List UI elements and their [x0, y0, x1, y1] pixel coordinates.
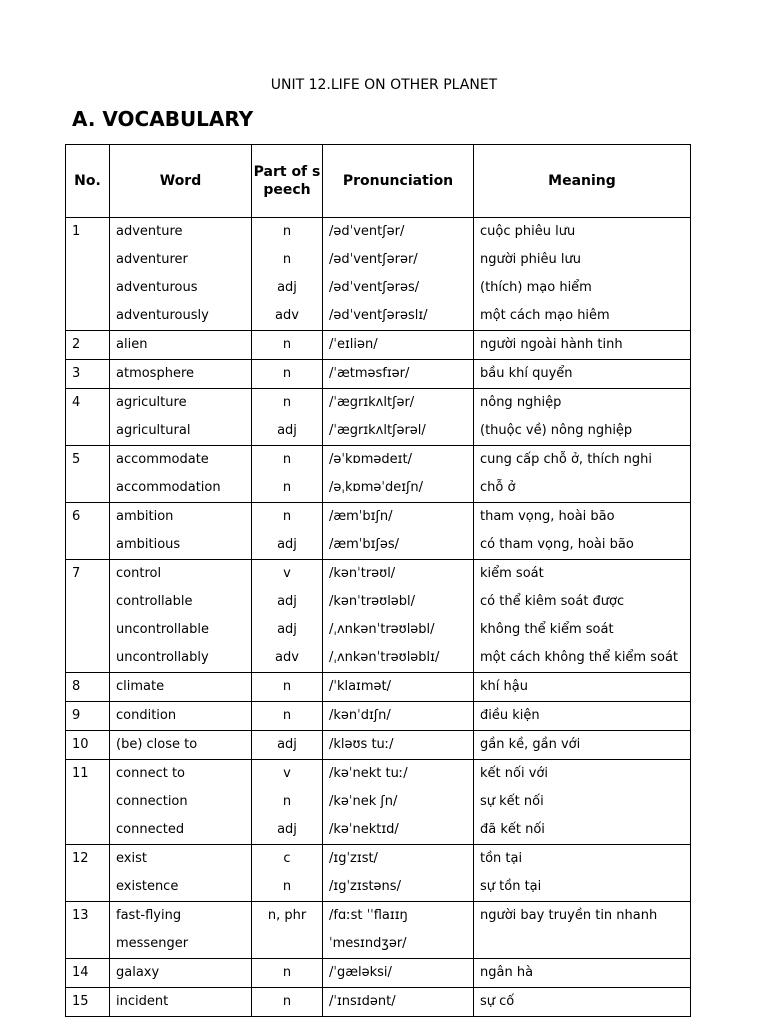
table-header-row: [66, 145, 691, 218]
header-pronunciation: Pronunciation: [323, 145, 474, 218]
cell-meaning: [474, 560, 691, 673]
pronunciation: /ˈklaɪmət/: [329, 679, 392, 694]
table-row: [66, 902, 691, 959]
vocab-word: condition: [116, 708, 177, 723]
pronunciation: /kəˈnektɪd/: [329, 822, 399, 837]
pronunciation: /kləʊs tuː/: [329, 737, 394, 752]
part-of-speech: adj: [277, 423, 297, 438]
meaning: tồn tại: [480, 851, 523, 866]
meaning: ngân hà: [480, 965, 534, 980]
cell-meaning: [474, 845, 691, 902]
cell-word: [110, 673, 252, 702]
cell-word: [110, 218, 252, 331]
entry-number: 13: [72, 908, 89, 923]
table-row: [66, 503, 691, 560]
meaning: khí hậu: [480, 679, 528, 694]
table-row: [66, 845, 691, 902]
cell-word: [110, 959, 252, 988]
cell-no: [66, 560, 110, 673]
vocab-word: accommodate: [116, 452, 209, 467]
pronunciation: /ˈeɪliən/: [329, 337, 378, 352]
cell-part-of-speech: [252, 560, 323, 673]
part-of-speech: n: [282, 252, 292, 267]
meaning: có tham vọng, hoài bão: [480, 537, 634, 552]
cell-no: [66, 702, 110, 731]
part-of-speech: n: [282, 224, 292, 239]
table-row: [66, 331, 691, 360]
meaning: chỗ ở: [480, 480, 516, 495]
cell-word: [110, 389, 252, 446]
cell-pronunciation: [323, 702, 474, 731]
vocab-word: climate: [116, 679, 165, 694]
cell-part-of-speech: [252, 360, 323, 389]
vocab-word: agriculture: [116, 395, 187, 410]
part-of-speech: n: [282, 395, 292, 410]
cell-meaning: [474, 331, 691, 360]
pronunciation: /ˌʌnkənˈtrəʊləbl/: [329, 622, 435, 637]
meaning: kết nối với: [480, 766, 548, 781]
pronunciation: /kəˈnek ʃn/: [329, 794, 398, 809]
meaning: sự cố: [480, 994, 515, 1009]
section-heading: A. VOCABULARY: [72, 107, 254, 131]
entry-number: 11: [72, 766, 89, 781]
entry-number: 7: [72, 566, 81, 581]
cell-pronunciation: [323, 731, 474, 760]
cell-word: [110, 446, 252, 503]
cell-no: [66, 503, 110, 560]
cell-part-of-speech: [252, 760, 323, 845]
part-of-speech: n: [282, 452, 292, 467]
cell-word: [110, 503, 252, 560]
vocab-word: ambitious: [116, 537, 181, 552]
part-of-speech: c: [283, 851, 291, 866]
cell-meaning: [474, 389, 691, 446]
cell-pronunciation: [323, 446, 474, 503]
cell-no: [66, 988, 110, 1017]
cell-pronunciation: [323, 988, 474, 1017]
part-of-speech: n: [282, 337, 292, 352]
cell-word: [110, 560, 252, 673]
vocab-word: ambition: [116, 509, 174, 524]
cell-no: [66, 673, 110, 702]
pronunciation: /ˈɪnsɪdənt/: [329, 994, 396, 1009]
table-row: [66, 959, 691, 988]
cell-part-of-speech: [252, 218, 323, 331]
vocab-word: agricultural: [116, 423, 191, 438]
cell-meaning: [474, 503, 691, 560]
part-of-speech: adj: [277, 822, 297, 837]
cell-no: [66, 389, 110, 446]
pronunciation: /ɪgˈzɪst/: [329, 851, 378, 866]
cell-word: [110, 331, 252, 360]
cell-no: [66, 360, 110, 389]
cell-part-of-speech: [252, 902, 323, 959]
table-row: [66, 218, 691, 331]
pronunciation: ˈmesɪndʒər/: [329, 936, 407, 951]
cell-word: [110, 988, 252, 1017]
cell-part-of-speech: [252, 503, 323, 560]
entry-number: 1: [72, 224, 81, 239]
pronunciation: /ˈægrɪkʌltʃərəl/: [329, 423, 426, 438]
table-row: [66, 389, 691, 446]
entry-number: 14: [72, 965, 89, 980]
part-of-speech: n: [282, 965, 292, 980]
cell-part-of-speech: [252, 331, 323, 360]
part-of-speech: n, phr: [267, 908, 307, 923]
cell-meaning: [474, 446, 691, 503]
cell-word: [110, 702, 252, 731]
part-of-speech: v: [283, 566, 291, 581]
cell-part-of-speech: [252, 389, 323, 446]
header-no: No.: [66, 145, 110, 218]
entry-number: 2: [72, 337, 81, 352]
vocab-word: exist: [116, 851, 147, 866]
cell-pronunciation: [323, 902, 474, 959]
vocab-word: fast-flying: [116, 908, 182, 923]
table-row: [66, 702, 691, 731]
cell-part-of-speech: [252, 988, 323, 1017]
cell-meaning: [474, 360, 691, 389]
cell-part-of-speech: [252, 702, 323, 731]
cell-word: [110, 760, 252, 845]
entry-number: 9: [72, 708, 81, 723]
cell-no: [66, 845, 110, 902]
part-of-speech: adj: [277, 594, 297, 609]
cell-no: [66, 760, 110, 845]
cell-pronunciation: [323, 331, 474, 360]
cell-no: [66, 446, 110, 503]
meaning: bầu khí quyển: [480, 366, 573, 381]
meaning: tham vọng, hoài bão: [480, 509, 615, 524]
meaning: người phiêu lưu: [480, 252, 581, 267]
pronunciation: /ədˈventʃər/: [329, 224, 405, 239]
table-row: [66, 673, 691, 702]
cell-part-of-speech: [252, 446, 323, 503]
meaning: điều kiện: [480, 708, 540, 723]
cell-pronunciation: [323, 389, 474, 446]
vocab-word: alien: [116, 337, 148, 352]
vocab-word: control: [116, 566, 162, 581]
cell-no: [66, 959, 110, 988]
part-of-speech: adj: [277, 537, 297, 552]
table-row: [66, 731, 691, 760]
cell-pronunciation: [323, 959, 474, 988]
pronunciation: /əˈkɒmədeɪt/: [329, 452, 412, 467]
cell-no: [66, 331, 110, 360]
entry-number: 6: [72, 509, 81, 524]
part-of-speech: n: [282, 509, 292, 524]
vocabulary-table: [65, 144, 691, 1017]
cell-word: [110, 902, 252, 959]
vocab-word: adventurously: [116, 308, 209, 323]
pronunciation: /ˌʌnkənˈtrəʊləblɪ/: [329, 650, 440, 665]
meaning: (thích) mạo hiểm: [480, 280, 592, 295]
part-of-speech: n: [282, 366, 292, 381]
table-row: [66, 446, 691, 503]
vocab-word: (be) close to: [116, 737, 198, 752]
meaning: đã kết nối: [480, 822, 545, 837]
part-of-speech: adj: [277, 280, 297, 295]
cell-pronunciation: [323, 673, 474, 702]
pronunciation: /kənˈdɪʃn/: [329, 708, 391, 723]
entry-number: 15: [72, 994, 89, 1009]
vocab-word: adventurer: [116, 252, 188, 267]
cell-meaning: [474, 673, 691, 702]
table-row: [66, 988, 691, 1017]
vocab-word: incident: [116, 994, 169, 1009]
part-of-speech: adj: [277, 622, 297, 637]
cell-no: [66, 902, 110, 959]
meaning: một cách mạo hiêm: [480, 308, 610, 323]
pronunciation: /ˈægrɪkʌltʃər/: [329, 395, 415, 410]
vocab-word: adventure: [116, 224, 183, 239]
part-of-speech: n: [282, 794, 292, 809]
vocab-word: galaxy: [116, 965, 160, 980]
cell-pronunciation: [323, 503, 474, 560]
vocab-word: messenger: [116, 936, 189, 951]
cell-pronunciation: [323, 218, 474, 331]
meaning: cuộc phiêu lưu: [480, 224, 576, 239]
cell-part-of-speech: [252, 731, 323, 760]
meaning: gần kề, gần với: [480, 737, 581, 752]
pronunciation: /fɑːst ˈˈflaɪɪŋ: [329, 908, 408, 923]
cell-word: [110, 845, 252, 902]
pronunciation: /ˈgæləksi/: [329, 965, 392, 980]
part-of-speech: n: [282, 480, 292, 495]
part-of-speech: n: [282, 679, 292, 694]
pronunciation: /kənˈtrəʊləbl/: [329, 594, 416, 609]
unit-title: UNIT 12.LIFE ON OTHER PLANET: [270, 77, 498, 93]
meaning: người bay truyền tin nhanh: [480, 908, 658, 923]
pronunciation: /kənˈtrəʊl/: [329, 566, 396, 581]
pronunciation: /ədˈventʃərəslɪ/: [329, 308, 428, 323]
vocab-word: connection: [116, 794, 188, 809]
cell-meaning: [474, 731, 691, 760]
entry-number: 4: [72, 395, 81, 410]
vocab-word: uncontrollable: [116, 622, 209, 637]
part-of-speech: n: [282, 708, 292, 723]
header-word: Word: [110, 145, 252, 218]
meaning: (thuộc về) nông nghiệp: [480, 423, 633, 438]
vocab-word: uncontrollably: [116, 650, 209, 665]
part-of-speech: adj: [277, 737, 297, 752]
entry-number: 12: [72, 851, 89, 866]
table-row: [66, 560, 691, 673]
meaning: sự kết nối: [480, 794, 544, 809]
cell-part-of-speech: [252, 959, 323, 988]
cell-meaning: [474, 902, 691, 959]
cell-part-of-speech: [252, 673, 323, 702]
table-row: [66, 360, 691, 389]
cell-no: [66, 218, 110, 331]
cell-meaning: [474, 959, 691, 988]
meaning: người ngoài hành tinh: [480, 337, 623, 352]
cell-meaning: [474, 218, 691, 331]
cell-pronunciation: [323, 760, 474, 845]
part-of-speech: adv: [275, 650, 299, 665]
cell-word: [110, 731, 252, 760]
pronunciation: /ədˈventʃərər/: [329, 252, 418, 267]
entry-number: 5: [72, 452, 81, 467]
vocab-word: adventurous: [116, 280, 198, 295]
pronunciation: /ɪgˈzɪstəns/: [329, 879, 401, 894]
meaning: có thể kiêm soát được: [480, 594, 625, 609]
pronunciation: /ˈætməsfɪər/: [329, 366, 410, 381]
cell-pronunciation: [323, 845, 474, 902]
cell-no: [66, 731, 110, 760]
vocab-word: connect to: [116, 766, 186, 781]
meaning: sự tồn tại: [480, 879, 542, 894]
meaning: không thể kiểm soát: [480, 622, 614, 637]
cell-meaning: [474, 760, 691, 845]
cell-meaning: [474, 702, 691, 731]
vocab-word: atmosphere: [116, 366, 194, 381]
vocab-word: existence: [116, 879, 179, 894]
table-row: [66, 760, 691, 845]
cell-word: [110, 360, 252, 389]
entry-number: 10: [72, 737, 89, 752]
meaning: nông nghiệp: [480, 395, 562, 410]
vocab-word: accommodation: [116, 480, 221, 495]
cell-pronunciation: [323, 560, 474, 673]
entry-number: 8: [72, 679, 81, 694]
cell-part-of-speech: [252, 845, 323, 902]
meaning: một cách không thể kiểm soát: [480, 650, 679, 665]
part-of-speech: n: [282, 879, 292, 894]
cell-pronunciation: [323, 360, 474, 389]
part-of-speech: v: [283, 766, 291, 781]
vocab-word: connected: [116, 822, 185, 837]
pronunciation: /kəˈnekt tuː/: [329, 766, 408, 781]
meaning: cung cấp chỗ ở, thích nghi: [480, 452, 653, 467]
header-part-of-speech: Part of speech: [252, 145, 323, 218]
pronunciation: /əˌkɒməˈdeɪʃn/: [329, 480, 424, 495]
pronunciation: /ədˈventʃərəs/: [329, 280, 420, 295]
meaning: kiểm soát: [480, 566, 544, 581]
header-meaning: Meaning: [474, 145, 691, 218]
vocab-word: controllable: [116, 594, 193, 609]
cell-meaning: [474, 988, 691, 1017]
pronunciation: /æmˈbɪʃn/: [329, 509, 393, 524]
part-of-speech: adv: [275, 308, 299, 323]
part-of-speech: n: [282, 994, 292, 1009]
entry-number: 3: [72, 366, 81, 381]
pronunciation: /æmˈbɪʃəs/: [329, 537, 399, 552]
